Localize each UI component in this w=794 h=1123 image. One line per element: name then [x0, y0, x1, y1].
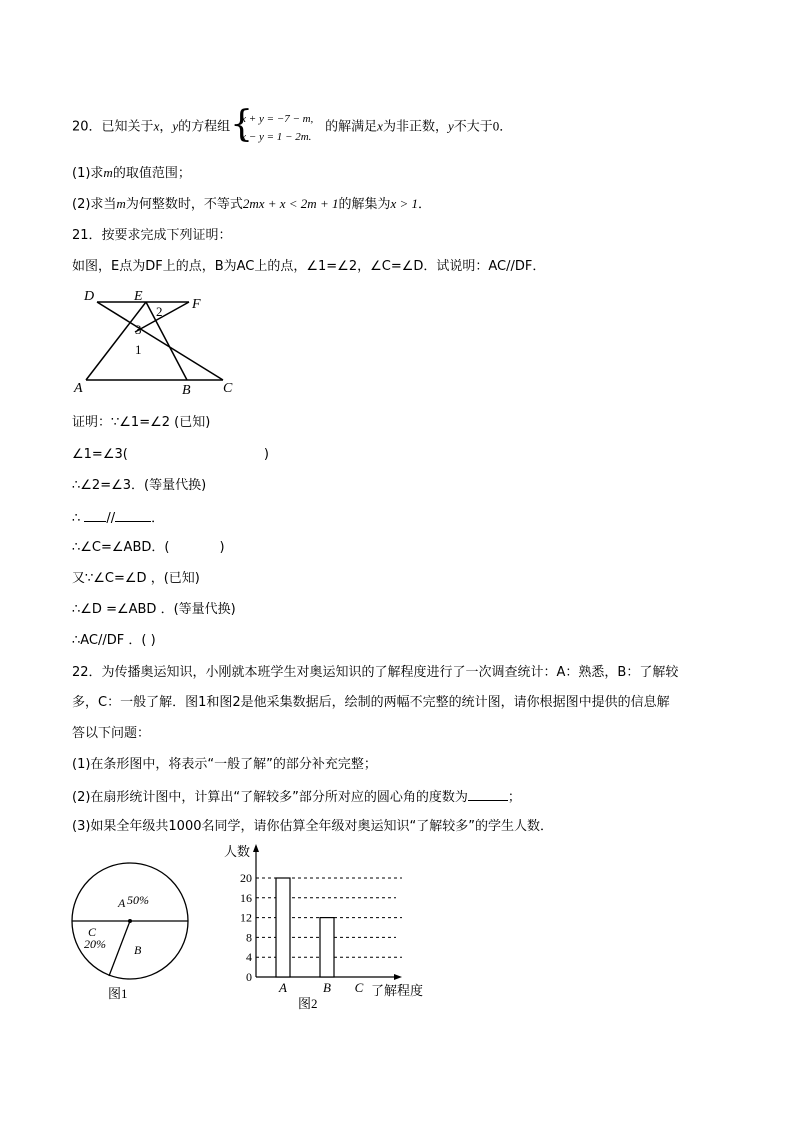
bar-A [276, 878, 290, 977]
pie-label-B: B [134, 943, 142, 957]
q20-part1: (1)求m的取值范围； [72, 165, 191, 181]
line-FB [187, 302, 189, 380]
q21-title: 21．按要求完成下列证明： [72, 228, 232, 243]
equation-1: x + y = −7 − m, [241, 113, 314, 125]
point-D: D [84, 289, 95, 304]
inequality: 2mx + x < 2m + 1 [242, 196, 339, 211]
q22-line-3: 答以下问题： [72, 726, 151, 741]
x-axis-arrow [394, 974, 402, 980]
q22-line-1: 22．为传播奥运知识，小刚就本班学生对奥运知识的了解程度进行了一次调查统计：A：熟悉，B：了解较 [72, 665, 679, 680]
answer-blank[interactable] [115, 508, 151, 522]
proof-line-4: ∴ // ． [72, 508, 164, 528]
pie-label-C: C [88, 925, 97, 939]
q20-part2: (2)求当m为何整数时，不等式2mx + x < 2m + 1的解集为x > 1． [72, 196, 432, 212]
equation-2: x − y = 1 − 2m. [241, 131, 312, 143]
q22-line-2: 多，C：一般了解．图1和图2是他采集数据后，绘制的两幅不完整的统计图，请你根据图中提供的信息解 [72, 695, 670, 710]
point-B: B [182, 383, 191, 398]
answer-blank[interactable] [468, 787, 508, 801]
pie-pct-A: 50% [127, 893, 149, 907]
q22-part-2: (2)在扇形统计图中，计算出“了解较多”部分所对应的圆心角的度数为 ； [72, 787, 521, 807]
point-E: E [134, 289, 143, 304]
proof-line-7: ∴∠D =∠ABD ．(等量代换) [72, 602, 236, 617]
figure-1-caption: 图1 [108, 986, 128, 1001]
pie-label-A: A [118, 896, 126, 910]
y-tick-label-0: 0 [246, 970, 252, 984]
angle-2-label: 2 [156, 304, 163, 319]
proof-line-6: 又∵∠C=∠D ，(已知) [72, 571, 200, 586]
figure-2-caption: 图2 [298, 996, 318, 1011]
y-axis-label: 人数 [224, 844, 251, 859]
q20-stem: 20．已知关于x，y的方程组 { x + y = −7 − m, x − y = 1 − 2m. 的解满足x为非正数，y不大于0． [72, 104, 513, 145]
angle-1-label: 1 [135, 342, 142, 357]
q21-geometry-figure [72, 288, 242, 398]
point-F: F [192, 297, 201, 312]
q22-part-1: (1)在条形图中，将表示“一般了解”的部分补充完整； [72, 757, 377, 772]
q20-number: 20． [72, 119, 102, 135]
y-axis-arrow [253, 844, 259, 852]
pie-divider-radius [109, 921, 130, 976]
answer-blank[interactable] [84, 508, 106, 522]
x-category-label-C: C [354, 980, 364, 995]
pie-center [128, 919, 132, 923]
point-A: A [74, 381, 83, 396]
pie-pct-C: 20% [84, 937, 106, 951]
point-C: C [223, 381, 233, 396]
y-tick-label-12: 12 [240, 910, 252, 925]
y-tick-label-4: 4 [246, 950, 252, 965]
q22-part-3: (3)如果全年级共1000名同学，请你估算全年级对奥运知识“了解较多”的学生人数． [72, 819, 553, 834]
equation-system: { x + y = −7 − m, x − y = 1 − 2m. [230, 104, 314, 145]
q21-statement: 如图，E点为DF上的点，B为AC上的点，∠1=∠2，∠C=∠D．试说明：AC//DF． [72, 259, 546, 274]
proof-line-2: ∠1=∠3( ) [72, 447, 269, 462]
angle-3-label: 3 [135, 322, 142, 337]
x-category-label-A: A [279, 980, 287, 995]
proof-line-5: ∴∠C=∠ABD．( ) [72, 540, 225, 555]
solution-set: x > 1 [390, 196, 419, 211]
proof-line-8: ∴AC//DF ．( ) [72, 633, 156, 648]
bar-B [320, 918, 334, 977]
proof-line-1: 证明：∵∠1=∠2 (已知) [72, 415, 211, 430]
y-tick-label-16: 16 [240, 890, 252, 905]
x-axis-label: 了解程度 [371, 983, 424, 998]
proof-line-3: ∴∠2=∠3．(等量代换) [72, 478, 207, 493]
y-tick-label-8: 8 [246, 930, 252, 945]
x-category-label-B: B [323, 980, 331, 995]
y-tick-label-20: 20 [240, 871, 252, 885]
bar-chart-figure [220, 840, 435, 1015]
pie-chart-figure [60, 855, 200, 1015]
